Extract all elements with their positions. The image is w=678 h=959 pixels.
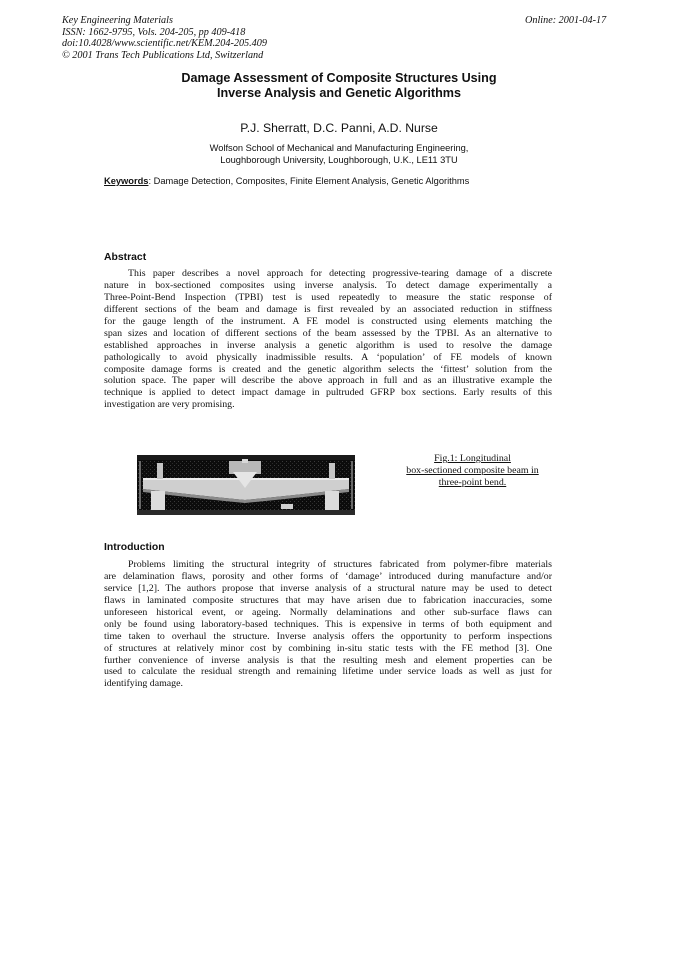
abstract-line: span sizes and location of different sections of the beam assessed by the TPBI. As an alternative to — [104, 327, 552, 339]
journal-doi[interactable]: doi:10.4028/www.scientific.net/KEM.204-205.409 — [62, 38, 267, 50]
introduction-heading: Introduction — [104, 542, 165, 553]
affiliation — [0, 142, 678, 166]
caption-line: Fig.1: Longitudinal — [434, 453, 511, 464]
introduction-body — [104, 559, 552, 690]
abstract-line: established approaches in inverse analysis a genetic algorithm is used to resolve the damage — [104, 339, 552, 351]
introduction-line: of structures at relatively minor cost by combining in-situ static tests with the FE method [3]. One — [104, 642, 552, 654]
introduction-line: only be found using laboratory-based techniques. This is expensive in terms of both equipment and — [104, 618, 552, 630]
online-date: Online: 2001-04-17 — [525, 15, 607, 26]
abstract-line: composite damage forms is created and the genetic algorithm selects the ‘fittest’ solution from the — [104, 363, 552, 375]
abstract-line: pathologically to avoid physically inadmissible results. A ‘population’ of FE models of known — [104, 351, 552, 363]
abstract-heading: Abstract — [104, 252, 147, 263]
journal-info — [62, 15, 267, 61]
abstract-line: investigation are very promising. — [104, 399, 235, 411]
affiliation-line: Loughborough University, Loughborough, U.K., LE11 3TU — [220, 155, 458, 165]
affiliation-line: Wolfson School of Mechanical and Manufacturing Engineering, — [209, 143, 469, 153]
title-line: Damage Assessment of Composite Structures Using — [181, 71, 497, 85]
introduction-line: unforeseen historical event, or ageing. Normally delaminations and other sub-surface flaws can — [104, 606, 552, 618]
caption-line: box-sectioned composite beam in — [406, 465, 539, 476]
keywords-label: Keywords — [104, 176, 149, 186]
introduction-line: time taken to overhaul the structure. Inverse analysis offers the opportunity to perform inspections — [104, 630, 552, 642]
caption-line: three-point bend. — [438, 477, 507, 488]
journal-issn: ISSN: 1662-9795, Vols. 204-205, pp 409-418 — [62, 26, 246, 38]
title-line: Inverse Analysis and Genetic Algorithms — [216, 86, 462, 100]
keywords — [104, 176, 469, 186]
abstract-body — [104, 268, 552, 411]
abstract-line: This paper describes a novel approach for detecting progressive-tearing damage of a discrete — [128, 268, 552, 279]
abstract-line: technique is applied to detect impact damage in pultruded GFRP box sections. Early results of this — [104, 387, 552, 399]
introduction-line: Problems limiting the structural integrity of structures fabricated from polymer-fibre materials — [128, 559, 552, 570]
abstract-line: nature in box-sectioned composites using inverse analysis. To detect damage experimentally a — [104, 279, 552, 291]
authors: P.J. Sherratt, D.C. Panni, A.D. Nurse — [240, 121, 438, 135]
introduction-line: flaws in laminated composite structures that may have arisen due to fabrication inaccuracies, some — [104, 594, 552, 606]
introduction-line: used to calculate the residual strength and remaining lifetime under service loads as well as just for — [104, 666, 552, 678]
abstract-line: Three-Point-Bend Inspection (TPBI) test is used repeatedly to measure the static response of — [104, 291, 552, 303]
introduction-line: are delamination flaws, porosity and other forms of ‘damage’ introduced during manufacture and/or — [104, 570, 552, 582]
keywords-text: : Damage Detection, Composites, Finite Element Analysis, Genetic Algorithms — [148, 176, 470, 186]
journal-name: Key Engineering Materials — [62, 15, 173, 26]
figure-beam-photo — [137, 455, 355, 515]
abstract-line: solution space. The paper will describe the above approach in full and as an illustrative example the — [104, 375, 552, 387]
paper-title — [0, 71, 678, 101]
introduction-line: identifying damage. — [104, 678, 183, 690]
abstract-line: different sections of the beam and damage is first revealed by an associated reduction in stiffness — [104, 303, 552, 315]
figure-caption — [385, 453, 560, 489]
journal-copyright: © 2001 Trans Tech Publications Ltd, Switzerland — [62, 49, 264, 61]
introduction-line: further convenience of inverse analysis is that the resulting mesh and element properties can be — [104, 654, 552, 666]
abstract-line: for the gauge length of the instrument. A FE model is constructed using elements matching the — [104, 315, 552, 327]
introduction-line: service [1,2]. The authors propose that inverse analysis of a structural nature may be used to detect — [104, 582, 552, 594]
